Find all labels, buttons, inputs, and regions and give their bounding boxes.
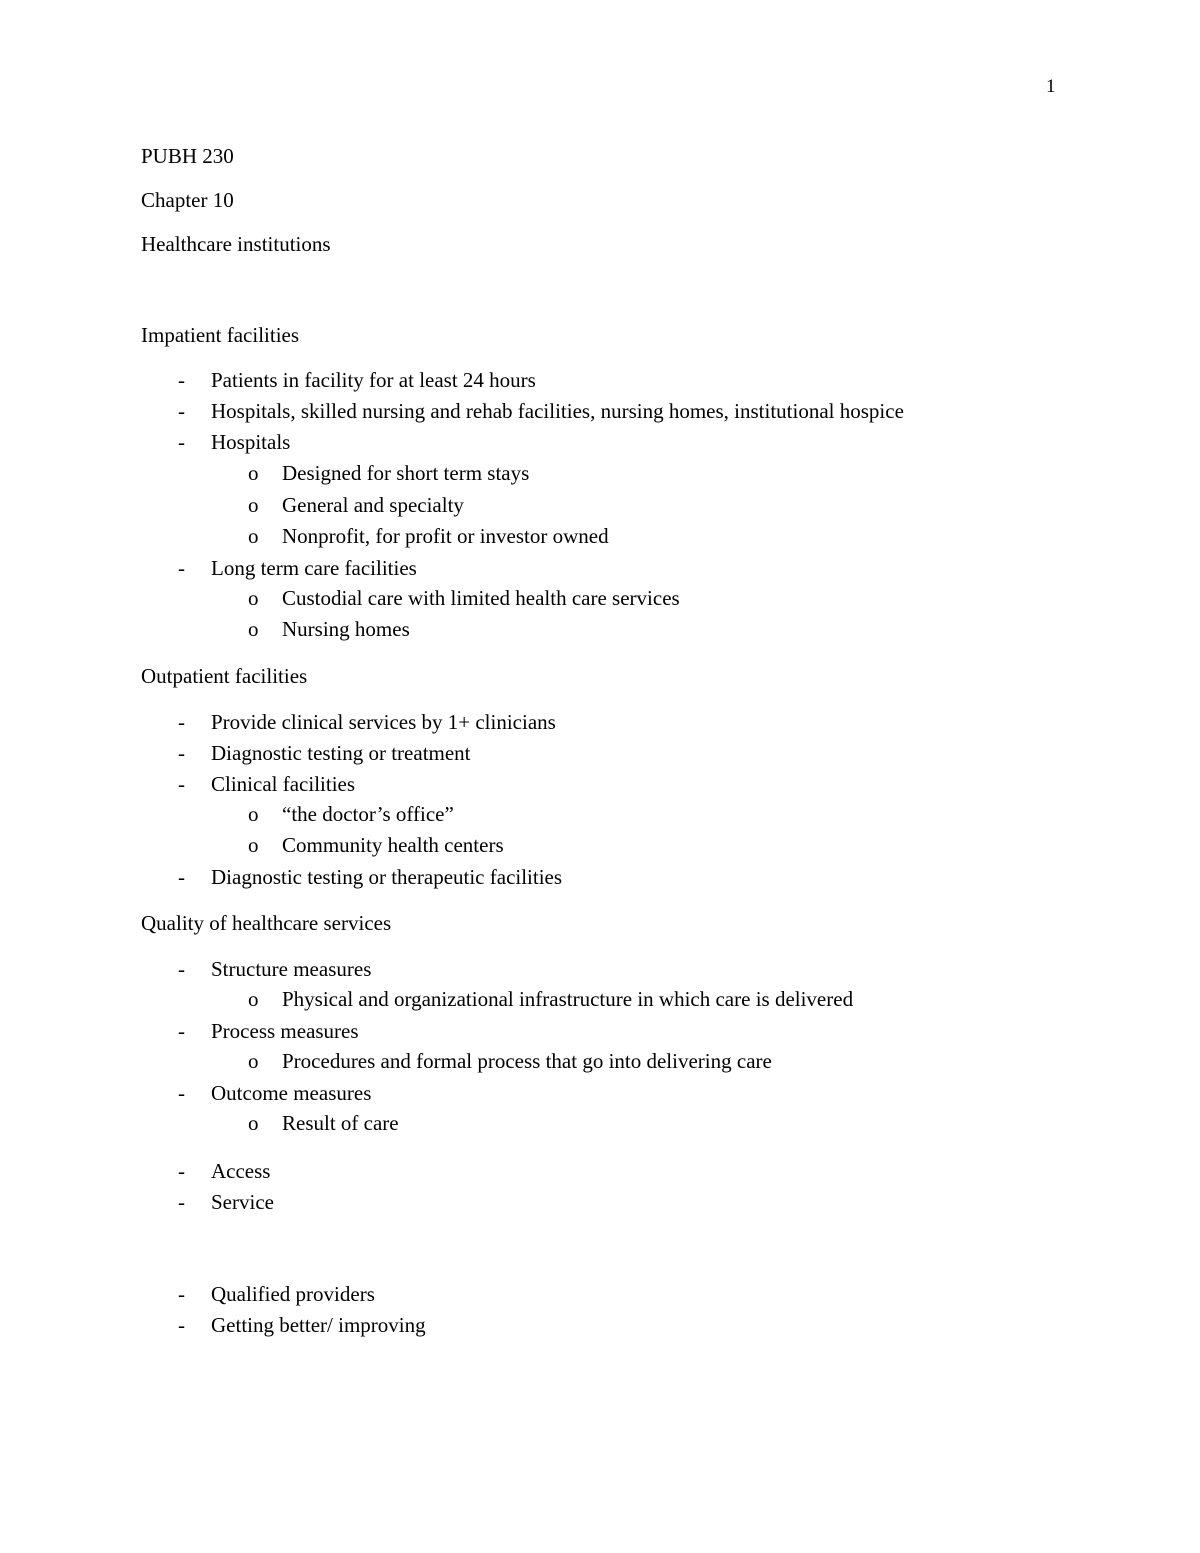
dash-bullet: -: [178, 399, 185, 423]
list-item-text: Service: [211, 1190, 274, 1214]
list-item-text: Patients in facility for at least 24 hours: [211, 368, 536, 392]
dash-bullet: -: [178, 741, 185, 765]
sub-list-item-text: Nonprofit, for profit or investor owned: [282, 524, 609, 548]
topic-title: Healthcare institutions: [141, 232, 331, 256]
list-item-text: Qualified providers: [211, 1282, 375, 1306]
page-number: 1: [1046, 76, 1056, 97]
circle-bullet: o: [248, 493, 259, 517]
list-item-text: Hospitals: [211, 430, 291, 454]
dash-bullet: -: [178, 556, 185, 580]
circle-bullet: o: [248, 617, 259, 641]
sub-list-item-text: Nursing homes: [282, 617, 410, 641]
list-item-text: Hospitals, skilled nursing and rehab facilities, nursing homes, institutional hospice: [211, 399, 904, 423]
list-item-text: Long term care facilities: [211, 556, 417, 580]
dash-bullet: -: [178, 1081, 185, 1105]
list-item-text: Outcome measures: [211, 1081, 372, 1105]
list-item-text: Access: [211, 1159, 271, 1183]
list-item-text: Structure measures: [211, 957, 372, 981]
list-item-text: Clinical facilities: [211, 772, 356, 796]
circle-bullet: o: [248, 461, 259, 485]
sub-list-item-text: Result of care: [282, 1111, 399, 1135]
list-item-text: Getting better/ improving: [211, 1313, 426, 1337]
dash-bullet: -: [178, 865, 185, 889]
sub-list-item-text: Designed for short term stays: [282, 461, 530, 485]
dash-bullet: -: [178, 1019, 185, 1043]
sub-list-item-text: Custodial care with limited health care services: [282, 586, 680, 610]
section-heading-inpatient: Impatient facilities: [141, 323, 300, 347]
circle-bullet: o: [248, 524, 259, 548]
dash-bullet: -: [178, 1313, 185, 1337]
circle-bullet: o: [248, 802, 259, 826]
dash-bullet: -: [178, 1159, 185, 1183]
circle-bullet: o: [248, 987, 259, 1011]
chapter-title: Chapter 10: [141, 188, 234, 212]
dash-bullet: -: [178, 957, 185, 981]
dash-bullet: -: [178, 772, 185, 796]
circle-bullet: o: [248, 833, 259, 857]
circle-bullet: o: [248, 1049, 259, 1073]
list-item-text: Process measures: [211, 1019, 359, 1043]
sub-list-item-text: Physical and organizational infrastructure in which care is delivered: [282, 987, 854, 1011]
section-heading-outpatient: Outpatient facilities: [141, 664, 308, 688]
section-heading-quality: Quality of healthcare services: [141, 911, 392, 935]
dash-bullet: -: [178, 430, 185, 454]
sub-list-item-text: Community health centers: [282, 833, 504, 857]
dash-bullet: -: [178, 1190, 185, 1214]
dash-bullet: -: [178, 1282, 185, 1306]
list-item-text: Diagnostic testing or treatment: [211, 741, 471, 765]
dash-bullet: -: [178, 710, 185, 734]
sub-list-item-text: Procedures and formal process that go into delivering care: [282, 1049, 772, 1073]
circle-bullet: o: [248, 1111, 259, 1135]
dash-bullet: -: [178, 368, 185, 392]
sub-list-item-text: “the doctor’s office”: [282, 802, 454, 826]
sub-list-item-text: General and specialty: [282, 493, 464, 517]
circle-bullet: o: [248, 586, 259, 610]
list-item-text: Diagnostic testing or therapeutic facilities: [211, 865, 563, 889]
course-title: PUBH 230: [141, 144, 234, 168]
list-item-text: Provide clinical services by 1+ clinicians: [211, 710, 556, 734]
